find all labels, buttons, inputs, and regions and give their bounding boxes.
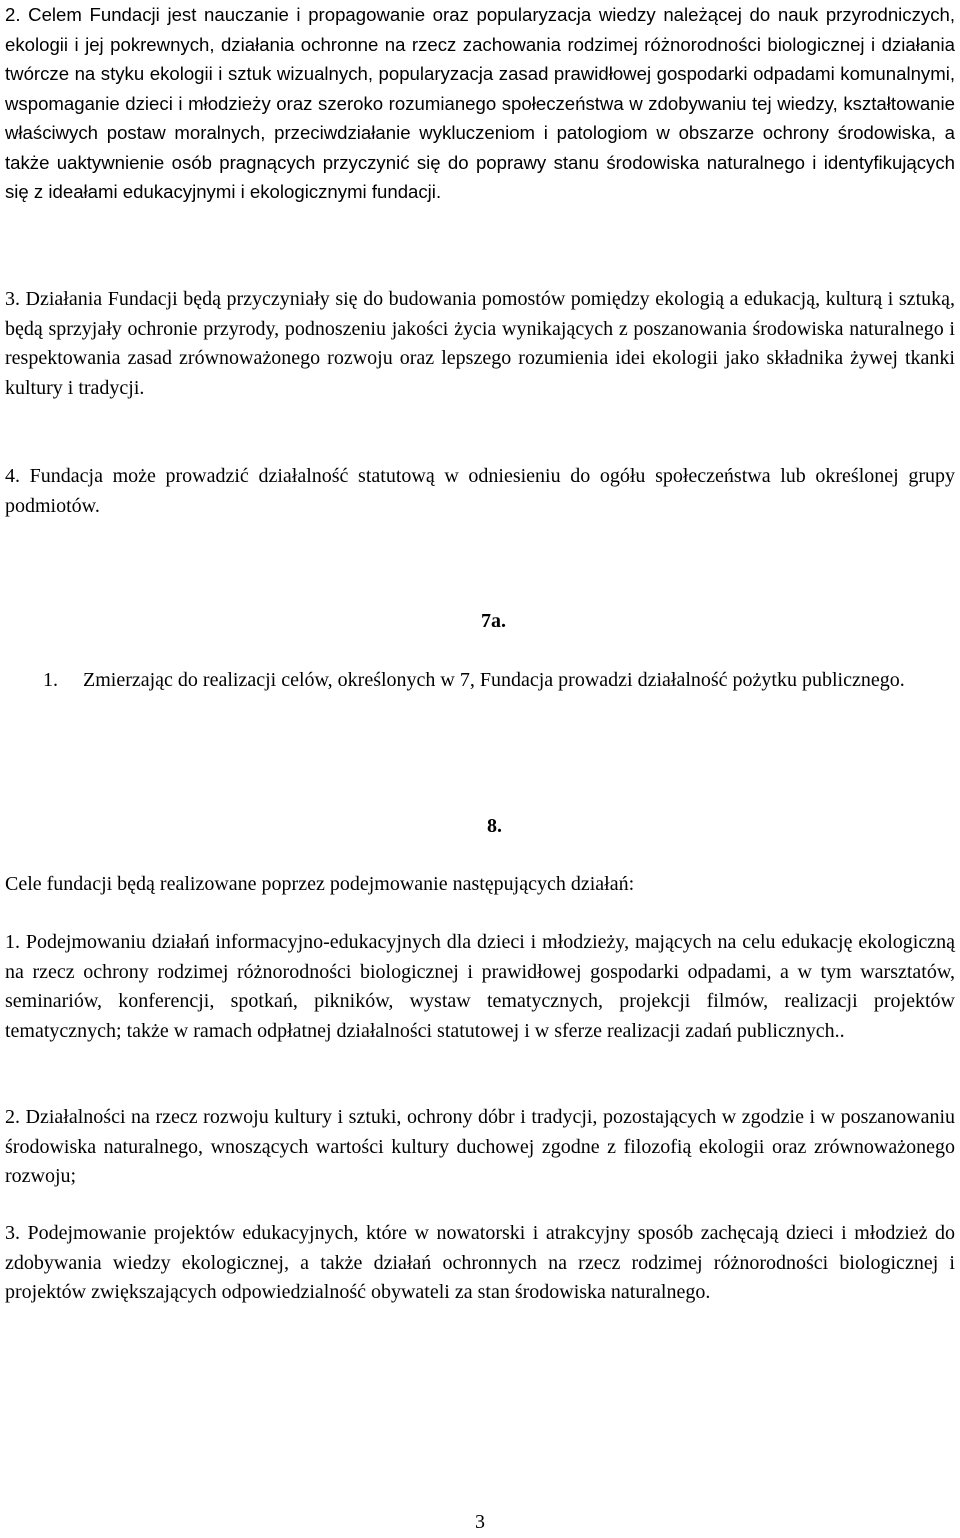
page-number: 3 <box>475 1511 485 1533</box>
section-8-intro: Cele fundacji będą realizowane poprzez podejmowanie następujących działań: <box>5 873 635 895</box>
section-7a-heading: 7a. <box>481 610 506 632</box>
section-8-heading: 8. <box>487 815 502 837</box>
paragraph-2: 2. Celem Fundacji jest nauczanie i propagowanie oraz popularyzacja wiedzy należącej do nauk przyrodniczych, ekologii i jej pokrewnych, działania ochronne na rzecz zachowania rodzimej różnorodności biologicznej i działania twórcze na styku ekologii i sztuk wizualnych, popularyzacja zasad prawidłowej gospodarki odpadami komunalnymi, wspomaganie dzieci i młodzieży oraz szeroko rozumianego społeczeństwa w zdobywaniu tej wiedzy, kształtowanie właściwych postaw moralnych, przeciwdziałanie wykluczeniom i patologiom w obszarze ochrony środowiska, a także uaktywnienie osób pragnących przyczynić się do poprawy stanu środowiska naturalnego i identyfikujących się z ideałami edukacyjnymi i ekologicznymi fundacji. <box>5 4 955 202</box>
section-8-item-3: 3. Podejmowanie projektów edukacyjnych, które w nowatorski i atrakcyjny sposób zachęcają dzieci i młodzież do zdobywania wiedzy ekologicznej, a także działań ochronnych na rzecz rodzimej różnorodności biologicznej i projektów zwiększających odpowiedzialność obywateli za stan środowiska naturalnego. <box>5 1222 955 1303</box>
section-8-item-2: 2. Działalności na rzecz rozwoju kultury i sztuki, ochrony dóbr i tradycji, pozostających w zgodzie i w poszanowaniu środowiska naturalnego, wnoszących wartości kultury duchowej zgodne z filozofią ekologii oraz zrównoważonego rozwoju; <box>5 1106 955 1187</box>
paragraph-3: 3. Działania Fundacji będą przyczyniały się do budowania pomostów pomiędzy ekologią a edukacją, kulturą i sztuką, będą sprzyjały ochronie przyrody, podnoszeniu jakości życia wynikających z poszanowania środowiska naturalnego i respektowania zasad zrównoważonego rozwoju oraz lepszego rozumienia idei ekologii jako składnika żywej tkanki kultury i tradycji. <box>5 288 955 399</box>
document-page: 2. Celem Fundacji jest nauczanie i propagowanie oraz popularyzacja wiedzy należącej do nauk przyrodniczych, ekologii i jej pokrewnych, działania ochronne na rzecz zachowania rodzimej różnorodności biologicznej i działania twórcze na styku ekologii i sztuk wizualnych, popularyzacja zasad prawidłowej gospodarki odpadami komunalnymi, wspomaganie dzieci i młodzieży oraz szeroko rozumianego społeczeństwa w zdobywaniu tej wiedzy, kształtowanie właściwych postaw moralnych, przeciwdziałanie wykluczeniom i patologiom w obszarze ochrony środowiska, a także uaktywnienie osób pragnących przyczynić się do poprawy stanu środowiska naturalnego i identyfikujących się z ideałami edukacyjnymi i ekologicznymi fundacji. 3. Działania Fundacji będą przyczyniały się do budowania pomostów pomiędzy ekologią a edukacją, kulturą i sztuką, będą sprzyjały ochronie przyrody, podnoszeniu jakości życia wynikających z poszanowania środowiska naturalnego i respektowania zasad zrównoważonego rozwoju oraz lepszego rozumienia idei ekologii jako składnika żywej tkanki kultury i tradycji. 4. Fundacja może prowadzić działalność statutową w odniesieniu do ogółu społeczeństwa lub określonej grupy podmiotów. 7a. 1. Zmierzając do realizacji celów, określonych w 7, Fundacja prowadzi działalność pożytku publicznego. 8. Cele fundacji będą realizowane poprzez podejmowanie następujących działań: 1. Podejmowaniu działań informacyjno-edukacyjnych dla dzieci i młodzieży, mających na celu edukację ekologiczną na rzecz ochrony rodzimej różnorodności biologicznej i prawidłowej gospodarki odpadami, a w tym warsztatów, seminariów, konferencji, spotkań, pikników, wystaw tematycznych, projekcji filmów, realizacji projektów tematycznych; także w ramach odpłatnej działalności statutowej i w sferze realizacji zadań publicznych.. 2. Działalności na rzecz rozwoju kultury i sztuki, ochrony dóbr i tradycji, pozostających w zgodzie i w poszanowaniu środowiska naturalnego, wnoszących wartości kultury duchowej zgodne z filozofią ekologii oraz zrównoważonego rozwoju; 3. Podejmowanie projektów edukacyjnych, które w nowatorski i atrakcyjny sposób zachęcają dzieci i młodzież do zdobywania wiedzy ekologicznej, a także działań ochronnych na rzecz rodzimej różnorodności biologicznej i projektów zwiększających odpowiedzialność obywateli za stan środowiska naturalnego. 3 <box>5 0 955 1537</box>
section-8-item-1: 1. Podejmowaniu działań informacyjno-edukacyjnych dla dzieci i młodzieży, mających na celu edukację ekologiczną na rzecz ochrony rodzimej różnorodności biologicznej i prawidłowej gospodarki odpadami, a w tym warsztatów, seminariów, konferencji, spotkań, pikników, wystaw tematycznych, projekcji filmów, realizacji projektów tematycznych; także w ramach odpłatnej działalności statutowej i w sferze realizacji zadań publicznych.. <box>5 931 955 1042</box>
paragraph-4: 4. Fundacja może prowadzić działalność statutową w odniesieniu do ogółu społeczeństwa lub określonej grupy podmiotów. <box>5 465 955 517</box>
